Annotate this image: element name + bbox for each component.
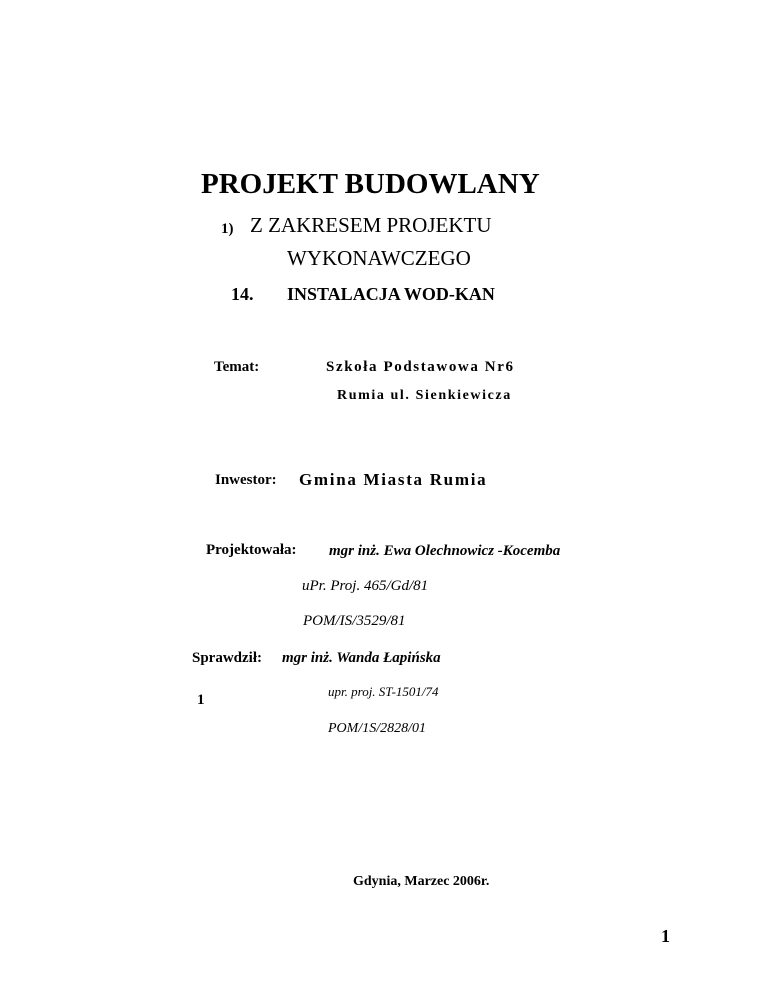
place-date: Gdynia, Marzec 2006r. (353, 874, 490, 889)
temat-label: Temat: (214, 359, 260, 375)
sprawdzil-numer-izby: POM/1S/2828/01 (328, 721, 426, 736)
side-number: 1 (197, 692, 205, 708)
item-1-line-1: Z ZAKRESEM PROJEKTU (250, 213, 492, 237)
projektowala-label: Projektowała: (206, 542, 297, 558)
temat-line-1: Szkoła Podstawowa Nr6 (326, 359, 515, 375)
projektowala-name: mgr inż. Ewa Olechnowicz -Kocemba (329, 543, 561, 559)
page-number: 1 (661, 926, 670, 946)
sprawdzil-uprawnienia: upr. proj. ST-1501/74 (328, 684, 439, 699)
sprawdzil-label: Sprawdził: (192, 650, 263, 666)
item-14-number: 14. (231, 284, 254, 304)
item-1-line-2: WYKONAWCZEGO (287, 246, 471, 270)
projektowala-uprawnienia: uPr. Proj. 465/Gd/81 (302, 578, 429, 594)
item-14-label: INSTALACJA WOD-KAN (287, 284, 495, 304)
inwestor-value: Gmina Miasta Rumia (299, 470, 488, 489)
document-title: PROJEKT BUDOWLANY (201, 168, 540, 200)
sprawdzil-name: mgr inż. Wanda Łapińska (282, 650, 441, 666)
inwestor-label: Inwestor: (215, 472, 277, 488)
item-1-marker: 1) (221, 221, 234, 237)
projektowala-numer-izby: POM/IS/3529/81 (303, 613, 406, 629)
temat-line-2: Rumia ul. Sienkiewicza (337, 388, 512, 403)
